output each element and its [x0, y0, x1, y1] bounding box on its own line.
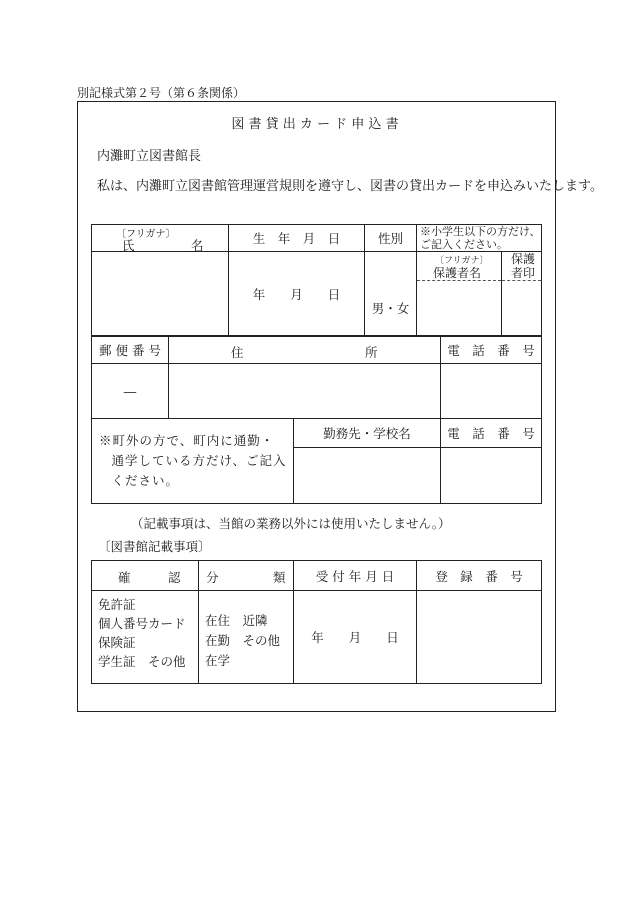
guardian-name-label: 保護者名	[433, 266, 482, 280]
confirm-header	[92, 561, 199, 591]
address-header-2: 所	[365, 345, 378, 360]
id-type-item: 免許証	[98, 597, 136, 612]
sex-value: 男・女	[371, 301, 410, 316]
birth-header: 生 年 月 日	[229, 225, 365, 252]
guardian-furigana: 〔フリガナ〕	[435, 256, 489, 266]
category-header-2: 類	[273, 570, 286, 585]
phone-header: 電 話 番 号	[441, 337, 542, 364]
form-number: 別記様式第２号（第６条関係）	[77, 86, 246, 100]
category-item: 在勤 その他	[205, 633, 281, 648]
minor-note: ※小学生以下の方だけ、ご記入ください。	[417, 225, 542, 252]
category-header-1: 分	[206, 570, 219, 585]
furigana-label: 〔フリガナ〕	[116, 229, 176, 240]
registration-header: 登 録 番 号	[417, 561, 542, 591]
birth-value: 年 月 日	[252, 286, 341, 302]
postal-header: 郵 便 番 号	[92, 337, 169, 364]
workplace-input-cell[interactable]	[294, 448, 441, 504]
category-item: 在学	[205, 653, 231, 668]
address-input-cell[interactable]	[169, 364, 441, 419]
name-label-2: 名	[191, 238, 204, 253]
address-header-1: 住	[231, 345, 244, 360]
id-type-item: 保険証	[98, 635, 136, 650]
applicant-table	[91, 224, 542, 336]
received-value: 年 月 日	[311, 630, 399, 645]
received-header: 受 付 年 月 日	[294, 561, 417, 591]
guardian-divider	[417, 280, 501, 281]
work-phone-header: 電 話 番 号	[441, 419, 542, 448]
postal-dash: ―	[123, 383, 137, 399]
library-section-label: 〔図書館記載事項〕	[98, 539, 211, 554]
postal-input-cell[interactable]	[92, 364, 169, 419]
birth-input-cell[interactable]	[229, 252, 365, 336]
category-item: 在住 近隣	[205, 613, 268, 628]
seal-divider	[502, 280, 541, 281]
workplace-header: 勤務先・学校名	[294, 419, 441, 448]
guardian-seal-label: 保護者印	[510, 252, 535, 280]
work-table	[91, 418, 542, 504]
guardian-name-cell[interactable]	[417, 252, 502, 336]
confirm-header-2: 認	[168, 570, 181, 585]
id-type-cell	[92, 591, 199, 684]
form-title: 図 書 貸 出 カ ー ド 申 込 書	[231, 117, 399, 132]
address-header	[169, 337, 441, 364]
category-header	[199, 561, 294, 591]
work-note: ※町外の方で、町内に通勤・通学している方だけ、ご記入ください。	[99, 433, 287, 488]
name-header-cell	[92, 225, 229, 252]
received-date-cell[interactable]	[294, 591, 417, 684]
work-note-cell	[92, 419, 294, 504]
phone-input-cell[interactable]	[441, 364, 542, 419]
id-type-item: 個人番号カード	[98, 616, 186, 631]
sex-input-cell[interactable]	[365, 252, 417, 336]
library-table	[91, 560, 542, 684]
address-table	[91, 336, 542, 419]
declaration: 私は、内灘町立図書館管理運営規則を遵守し、図書の貸出カードを申込みいたします。	[97, 179, 603, 194]
registration-number-cell[interactable]	[417, 591, 542, 684]
guardian-seal-cell[interactable]	[502, 252, 542, 336]
privacy-note: （記載事項は、当館の業務以外には使用いたしません。）	[131, 516, 451, 531]
confirm-header-1: 確	[118, 570, 131, 585]
id-type-item: 学生証 その他	[98, 654, 186, 669]
category-cell	[199, 591, 294, 684]
sex-header: 性別	[365, 225, 417, 252]
work-phone-input-cell[interactable]	[441, 448, 542, 504]
name-input-cell[interactable]	[92, 252, 229, 336]
addressee: 内灘町立図書館長	[97, 149, 202, 164]
name-label-1: 氏	[122, 238, 135, 253]
